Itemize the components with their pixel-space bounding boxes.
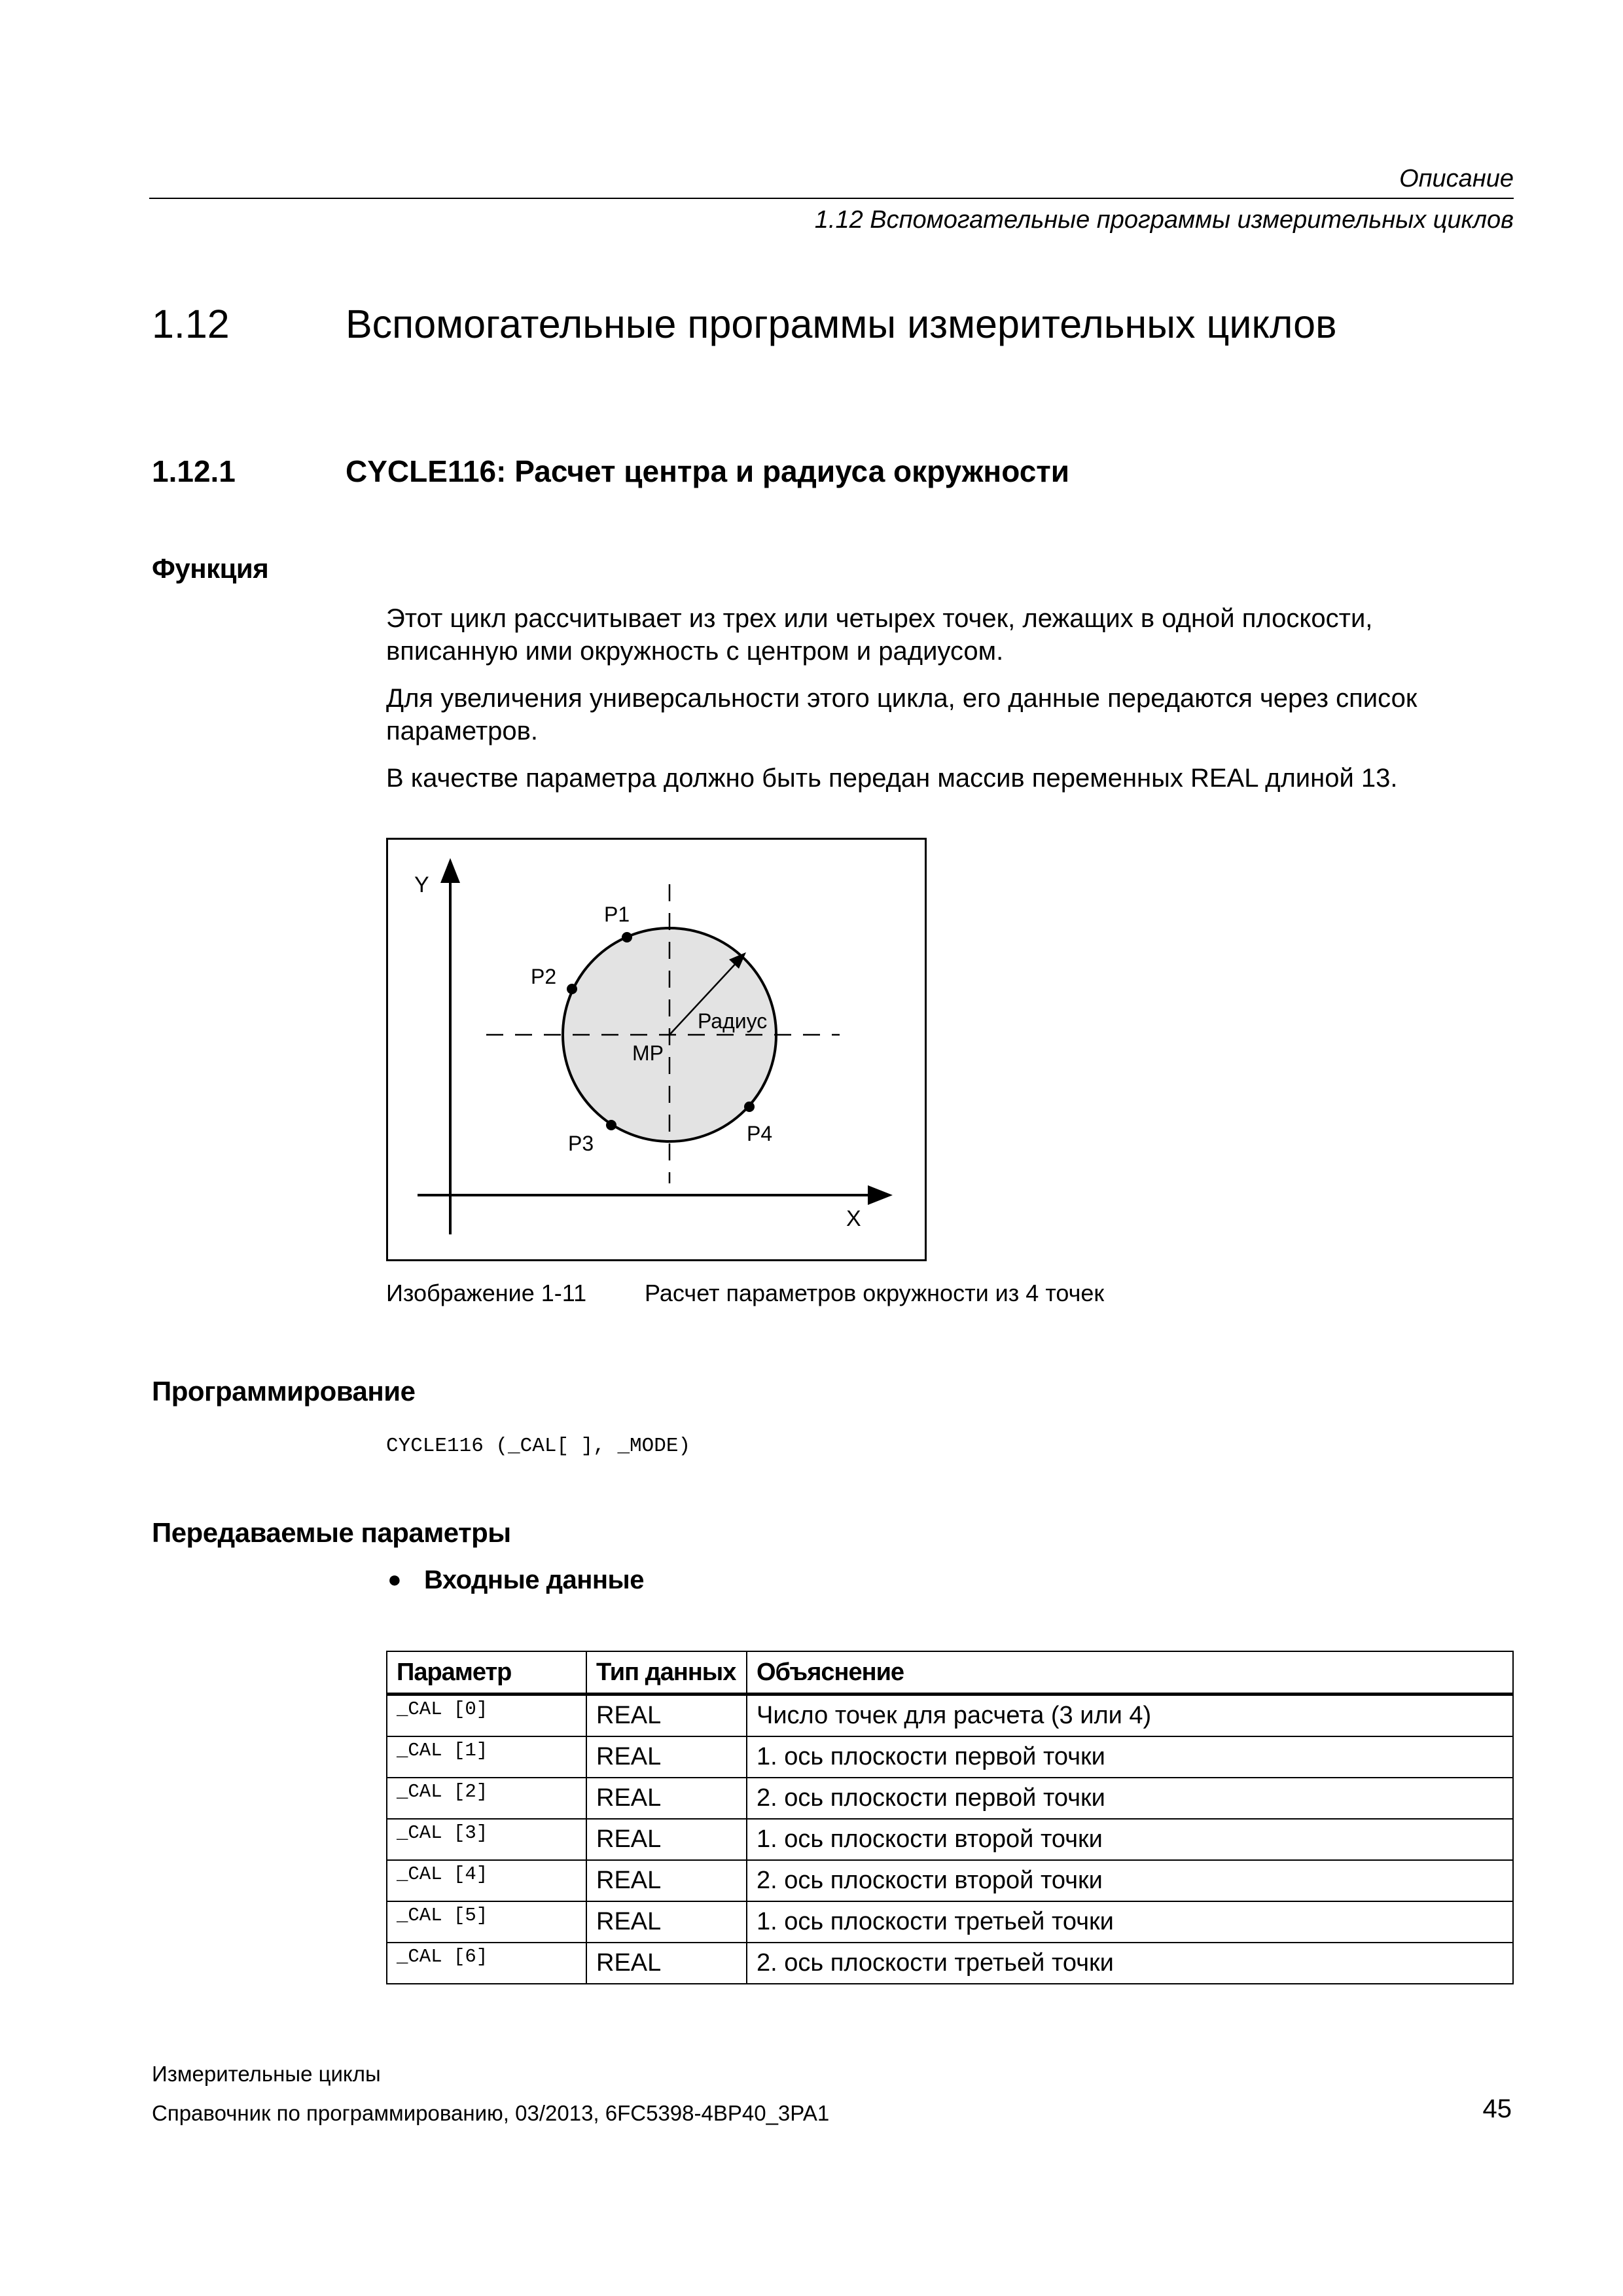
cell-explanation: 2. ось плоскости второй точки [747,1860,1513,1901]
table-row [387,1860,1513,1901]
figure-caption-number: Изображение 1-11 [386,1280,587,1306]
cell-explanation: 1. ось плоскости второй точки [747,1819,1513,1860]
cell-parameter: _CAL [3] [387,1819,586,1860]
cell-type: REAL [586,1778,747,1819]
footer-book-title: Измерительные циклы [152,2062,381,2086]
programming-heading: Программирование [152,1376,416,1407]
cell-explanation: Число точек для расчета (3 или 4) [747,1695,1513,1737]
cell-type: REAL [586,1695,747,1737]
point-p2 [567,984,577,994]
point-p4 [744,1102,755,1112]
table-row [387,1943,1513,1984]
header-rule [149,198,1514,199]
header-parameter: Параметр [387,1651,586,1695]
section-number: 1.12 [152,302,230,346]
figure-caption-text: Расчет параметров окружности из 4 точек [645,1280,1105,1306]
function-heading: Функция [152,553,269,584]
cell-type: REAL [586,1860,747,1901]
cell-explanation: 2. ось плоскости первой точки [747,1778,1513,1819]
cell-parameter: _CAL [1] [387,1736,586,1778]
table-row [387,1736,1513,1778]
cell-type: REAL [586,1736,747,1778]
paragraph: Этот цикл рассчитывает из трех или четырех точек, лежащих в одной плоскости, вписанную ими окружность с центром и радиусом. [386,604,1373,666]
subsection-number: 1.12.1 [152,454,236,488]
cell-parameter: _CAL [6] [387,1943,586,1984]
header-explanation: Объяснение [747,1651,1513,1695]
center-label: MP [632,1041,664,1065]
table-row [387,1819,1513,1860]
table-header-row [387,1651,1513,1695]
x-axis-arrow [868,1185,893,1205]
table-row [387,1695,1513,1737]
cell-explanation: 2. ось плоскости третьей точки [747,1943,1513,1984]
section-title: Вспомогательные программы измерительных циклов [346,302,1337,346]
p1-label: P1 [604,903,630,926]
cell-explanation: 1. ось плоскости первой точки [747,1736,1513,1778]
point-p1 [622,932,632,942]
cell-type: REAL [586,1943,747,1984]
p3-label: P3 [568,1132,594,1155]
p2-label: P2 [531,965,557,988]
cell-type: REAL [586,1901,747,1943]
header-data-type: Тип данных [586,1651,747,1695]
cell-parameter: _CAL [0] [387,1695,586,1737]
bullet-icon: ● [387,1566,402,1592]
cell-parameter: _CAL [2] [387,1778,586,1819]
code-syntax: CYCLE116 (_CAL[ ], _MODE) [386,1435,691,1458]
footer-doc-info: Справочник по программированию, 03/2013, 6FC5398-4BP40_3PA1 [152,2101,830,2125]
cell-parameter: _CAL [4] [387,1860,586,1901]
bullet-input-data: Входные данные [424,1566,644,1594]
parameters-table [386,1651,1514,1984]
running-header-subsection: 1.12 Вспомогательные программы измерительных циклов [814,206,1514,234]
circle-diagram-frame [386,838,927,1261]
cell-parameter: _CAL [5] [387,1901,586,1943]
circle-diagram [388,840,925,1259]
y-axis-label: Y [414,872,429,897]
y-axis-arrow [440,858,460,883]
radius-label: Радиус [698,1009,768,1033]
cell-type: REAL [586,1819,747,1860]
subsection-title: CYCLE116: Расчет центра и радиуса окружности [346,454,1070,488]
parameters-heading: Передаваемые параметры [152,1517,511,1548]
running-header-section: Описание [1399,165,1514,192]
page-number: 45 [1482,2094,1512,2123]
paragraph: В качестве параметра должно быть передан массив переменных REAL длиной 13. [386,764,1398,793]
x-axis-label: X [846,1206,861,1231]
function-text [386,602,1512,795]
table-row [387,1778,1513,1819]
cell-explanation: 1. ось плоскости третьей точки [747,1901,1513,1943]
p4-label: P4 [747,1122,773,1145]
point-p3 [606,1120,616,1130]
table-row [387,1901,1513,1943]
paragraph: Для увеличения универсальности этого цикла, его данные передаются через список параметров. [386,684,1418,745]
